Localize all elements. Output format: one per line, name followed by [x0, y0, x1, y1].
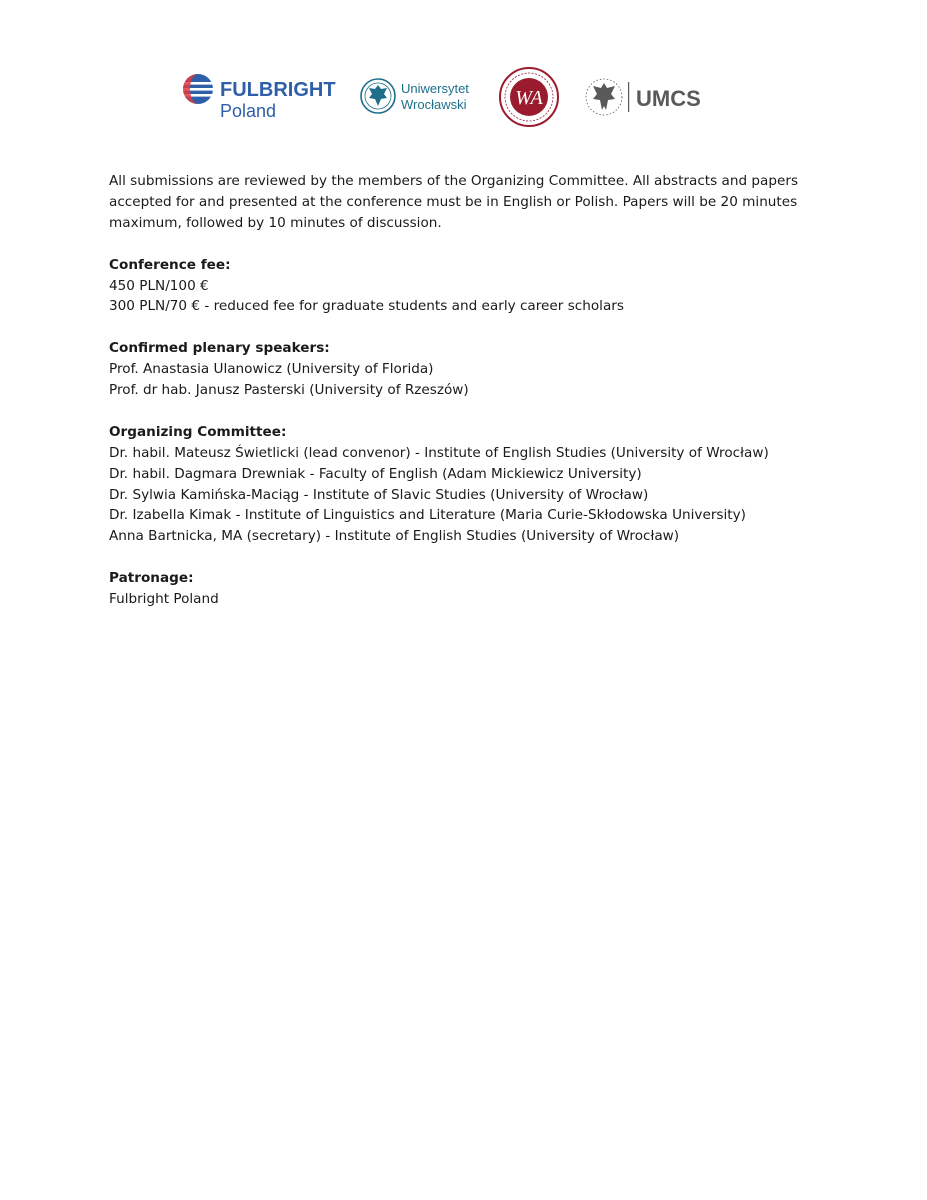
uwr-logo-text: Uniwersytet	[401, 81, 469, 96]
intro-paragraph: All submissions are reviewed by the members of the Organizing Committee. All abstracts and papers accepted for and presented at the conference must be in English or Polish. Papers will be 20 minutes maximum, followed by 10 minutes of discussion.	[109, 173, 799, 231]
committee-member: Dr. habil. Mateusz Świetlicki (lead convenor) - Institute of English Studies (University of Wrocław)	[109, 444, 769, 461]
fee-section	[109, 255, 829, 318]
wa-monogram: WA	[515, 87, 543, 109]
speakers-section	[109, 338, 829, 401]
committee-heading: Organizing Committee:	[109, 423, 287, 440]
committee-member: Dr. Sylwia Kamińska-Maciąg - Institute of Slavic Studies (University of Wrocław)	[109, 486, 649, 503]
fulbright-poland-logo	[182, 73, 344, 121]
uwr-logo-subtext: Wrocławski	[401, 97, 467, 112]
speakers-heading: Confirmed plenary speakers:	[109, 340, 330, 357]
patronage-line: Fulbright Poland	[109, 591, 219, 608]
fee-line: 300 PLN/70 € - reduced fee for graduate students and early career scholars	[109, 298, 624, 315]
committee-member: Dr. habil. Dagmara Drewniak - Faculty of English (Adam Mickiewicz University)	[109, 465, 642, 482]
patronage-heading: Patronage:	[109, 570, 194, 587]
speaker-line: Prof. Anastasia Ulanowicz (University of Florida)	[109, 361, 434, 378]
fulbright-globe-icon	[183, 74, 213, 104]
committee-member: Dr. Izabella Kimak - Institute of Linguistics and Literature (Maria Curie-Skłodowska University)	[109, 507, 746, 524]
speaker-line: Prof. dr hab. Janusz Pasterski (University of Rzeszów)	[109, 382, 469, 399]
fee-line: 450 PLN/100 €	[109, 277, 209, 294]
patronage-section	[109, 568, 829, 610]
intro-section	[109, 171, 829, 234]
eagle-emblem-icon	[361, 79, 395, 113]
fee-heading: Conference fee:	[109, 256, 231, 273]
uwr-logo	[360, 72, 478, 120]
logo-row	[180, 62, 740, 142]
fulbright-logo-subtext: Poland	[220, 101, 277, 121]
committee-section	[109, 422, 829, 547]
umcs-eagle-icon	[586, 79, 622, 115]
umcs-logo	[584, 74, 716, 120]
fulbright-logo-text: FULBRIGHT	[220, 79, 336, 101]
document-body	[109, 171, 829, 610]
umcs-logo-text: UMCS	[636, 86, 701, 111]
committee-member: Anna Bartnicka, MA (secretary) - Institute of English Studies (University of Wrocław)	[109, 528, 680, 545]
wa-seal-logo	[498, 66, 560, 128]
